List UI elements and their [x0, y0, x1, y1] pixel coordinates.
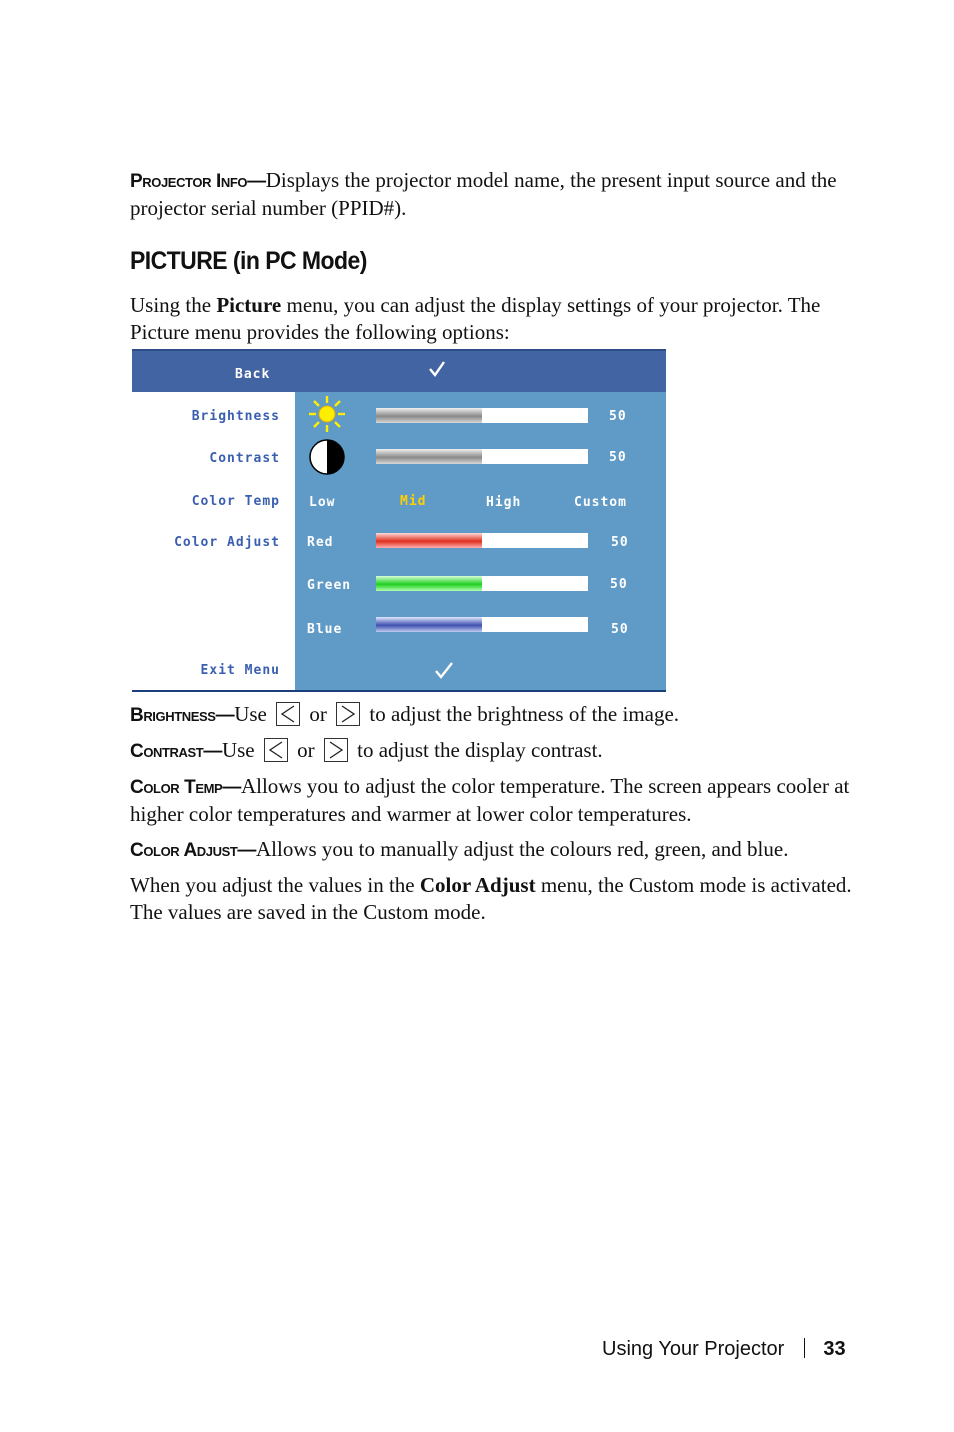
projector-info-term: Projector Info — [130, 171, 248, 192]
right-arrow-key-icon — [336, 702, 360, 726]
red-slider-fill — [376, 533, 482, 548]
left-arrow-key-icon — [264, 738, 288, 762]
contrast-or: or — [291, 738, 320, 762]
color-temp-mid[interactable]: Mid — [400, 494, 427, 509]
color-temp-dash: — — [222, 777, 241, 798]
footer-divider — [804, 1338, 805, 1358]
contrast-value: 50 — [609, 450, 627, 465]
footer-section-title: Using Your Projector — [602, 1338, 785, 1360]
left-arrow-key-icon — [276, 702, 300, 726]
check-icon[interactable] — [428, 361, 446, 377]
brightness-use: Use — [234, 702, 273, 726]
osd-item-contrast[interactable]: Contrast — [209, 451, 280, 466]
color-adjust-description — [130, 836, 870, 864]
osd-back-item[interactable]: Back — [235, 367, 271, 382]
blue-value: 50 — [611, 622, 629, 637]
contrast-dash: — — [203, 741, 222, 762]
sun-icon — [308, 395, 346, 433]
right-arrow-key-icon — [324, 738, 348, 762]
green-value: 50 — [610, 577, 628, 592]
intro-paragraph — [130, 292, 870, 346]
intro-bold: Picture — [216, 293, 282, 317]
osd-item-color-temp[interactable]: Color Temp — [191, 494, 280, 509]
red-label: Red — [307, 535, 334, 550]
projector-info-paragraph — [130, 167, 870, 222]
contrast-description — [130, 737, 870, 765]
contrast-term: Contrast — [130, 741, 204, 762]
custom-note-pre: When you adjust the values in the — [130, 873, 420, 897]
color-temp-low[interactable]: Low — [309, 495, 336, 510]
blue-label: Blue — [307, 622, 343, 637]
green-slider[interactable] — [376, 576, 588, 591]
green-label: Green — [307, 578, 352, 593]
projector-info-dash: — — [247, 171, 266, 192]
blue-slider-fill — [376, 617, 482, 632]
blue-slider[interactable] — [376, 617, 588, 632]
intro-pre: Using the — [130, 293, 217, 317]
exit-check-icon[interactable] — [434, 662, 454, 679]
projector-info-text: Displays the projector model name, the present input source and the projector serial number (PPID#). — [130, 168, 837, 220]
color-temp-text: Allows you to adjust the color temperature. The screen appears cooler at higher color temperatures and warmer at lower color temperatures. — [130, 774, 850, 826]
brightness-term: Brightness — [130, 705, 216, 726]
custom-note-bold: Color Adjust — [419, 873, 536, 897]
red-value: 50 — [611, 535, 629, 550]
brightness-dash: — — [215, 705, 235, 726]
green-slider-fill — [376, 576, 482, 591]
osd-exit-menu-item[interactable]: Exit Menu — [200, 663, 280, 678]
contrast-icon — [308, 438, 346, 476]
osd-item-brightness[interactable]: Brightness — [191, 409, 280, 424]
picture-osd-menu — [132, 349, 666, 692]
color-temp-term: Color Temp — [130, 777, 223, 798]
brightness-or: or — [304, 702, 333, 726]
color-adjust-dash: — — [237, 840, 256, 861]
color-temp-high[interactable]: High — [486, 495, 522, 510]
section-heading: PICTURE (in PC Mode) — [130, 247, 367, 275]
brightness-value: 50 — [609, 409, 627, 424]
brightness-slider[interactable] — [376, 408, 588, 423]
contrast-use: Use — [221, 738, 260, 762]
osd-item-color-adjust[interactable]: Color Adjust — [174, 535, 280, 550]
contrast-slider-fill — [376, 449, 482, 464]
intro-post: menu, you can adjust the display settings of your projector. The Picture menu provides the following options: — [130, 293, 821, 344]
page-number: 33 — [823, 1338, 846, 1360]
custom-mode-note — [130, 872, 870, 926]
red-slider[interactable] — [376, 533, 588, 548]
color-adjust-term: Color Adjust — [130, 840, 238, 861]
contrast-slider[interactable] — [376, 449, 588, 464]
page-footer — [602, 1338, 846, 1361]
contrast-text: to adjust the display contrast. — [351, 738, 603, 762]
osd-header — [132, 349, 666, 392]
color-temp-description — [130, 773, 870, 828]
color-temp-custom[interactable]: Custom — [574, 495, 627, 510]
brightness-text: to adjust the brightness of the image. — [364, 702, 680, 726]
color-adjust-text: Allows you to manually adjust the colours red, green, and blue. — [256, 837, 789, 861]
brightness-description — [130, 701, 870, 729]
brightness-slider-fill — [376, 408, 482, 423]
custom-note-post: menu, the Custom mode is activated. The values are saved in the Custom mode. — [130, 873, 852, 924]
osd-bottom-border — [132, 690, 666, 692]
